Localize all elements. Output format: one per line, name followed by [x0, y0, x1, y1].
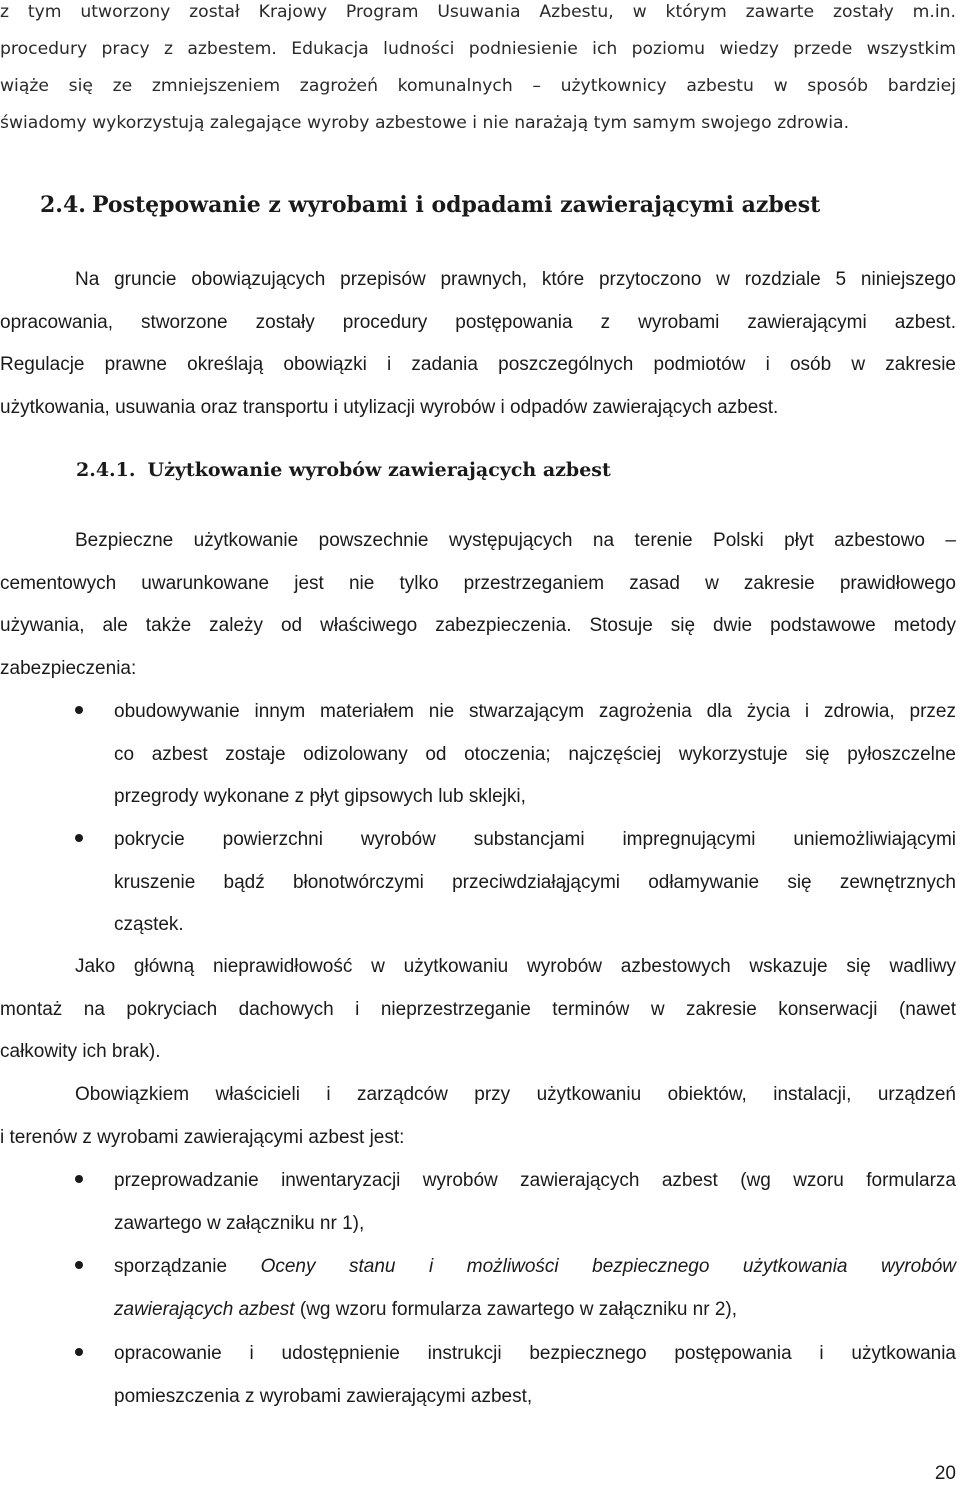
text-line: Regulacje prawne określają obowiązki i zadania poszczególnych podmiotów i osób w zakresie [0, 354, 956, 376]
text-line: Na gruncie obowiązujących przepisów prawnych, które przytoczono w rozdziale 5 niniejszego [75, 269, 956, 290]
section-heading [40, 192, 820, 218]
text-line: używania, ale także zależy od właściwego zabezpieczenia. Stosuje się dwie podstawowe metody [0, 615, 956, 637]
section-number: 2.4. [40, 192, 86, 218]
text-line: montaż na pokryciach dachowych i nieprzestrzeganie terminów w zakresie konserwacji (nawet [0, 998, 956, 1020]
text-line: opracowanie i udostępnienie instrukcji bezpiecznego postępowania i użytkowania [114, 1343, 956, 1364]
text-line: sporządzanie Oceny stanu i możliwości bezpiecznego użytkowania wyrobów [114, 1256, 956, 1277]
paragraph [0, 520, 956, 690]
text-line: i terenów z wyrobami zawierającymi azbest jest: [0, 1126, 405, 1148]
text-line: użytkowania, usuwania oraz transportu i utylizacji wyrobów i odpadów zawierających azbest. [0, 396, 779, 418]
page-number: 20 [934, 1463, 956, 1484]
subsection-heading [76, 459, 611, 481]
text-line: Bezpieczne użytkowanie powszechnie występujących na terenie Polski płyt azbestowo – [75, 530, 956, 551]
text-line: cementowych uwarunkowane jest nie tylko przestrzeganiem zasad w zakresie prawidłowego [0, 572, 956, 594]
paragraph [0, 259, 956, 429]
bullet-icon [75, 1348, 83, 1356]
bullet-icon [75, 1261, 83, 1269]
intro-paragraph [0, 0, 956, 142]
subsection-title: Użytkowanie wyrobów zawierających azbest [147, 459, 611, 481]
text-line: całkowity ich brak). [0, 1041, 161, 1063]
text-line: świadomy wykorzystują zalegające wyroby azbestowe i nie narażają tym samym swojego zdrowia. [0, 113, 850, 133]
bullet-icon [75, 706, 83, 714]
text-line: wiąże się ze zmniejszeniem zagrożeń komunalnych – użytkownicy azbestu w sposób bardziej [0, 76, 956, 96]
text-line: zawartego w załączniku nr 1), [114, 1212, 365, 1234]
text-line: opracowania, stworzone zostały procedury postępowania z wyrobami zawierającymi azbest. [0, 311, 956, 333]
paragraph [0, 946, 956, 1074]
text-line: procedury pracy z azbestem. Edukacja ludności podniesienie ich poziomu wiedzy przede wszystkim [0, 39, 956, 59]
text-line: obudowywanie innym materiałem nie stwarzającym zagrożenia dla życia i zdrowia, przez [114, 701, 956, 722]
text-line: kruszenie bądź błonotwórczymi przeciwdziałąjącymi odłamywanie się zewnętrznych [114, 871, 956, 893]
text-line: co azbest zostaje odizolowany od otoczenia; najczęściej wykorzystuje się pyłoszczelne [114, 743, 956, 765]
bullet-icon [75, 834, 83, 842]
text-line: Obowiązkiem właścicieli i zarządców przy użytkowaniu obiektów, instalacji, urządzeń [75, 1084, 956, 1105]
text-line: zawierających azbest (wg wzoru formularza zawartego w załączniku nr 2), [114, 1298, 738, 1320]
text-line: zabezpieczenia: [0, 657, 137, 679]
subsection-number: 2.4.1. [76, 459, 136, 481]
bullet-icon [75, 1175, 83, 1183]
text-line: przeprowadzanie inwentaryzacji wyrobów zawierających azbest (wg wzoru formularza [114, 1170, 956, 1191]
text-line: pomieszczenia z wyrobami zawierającymi azbest, [114, 1385, 533, 1407]
text-line: pokrycie powierzchni wyrobów substancjami impregnującymi uniemożliwiającymi [114, 829, 956, 850]
text-line: z tym utworzony został Krajowy Program Usuwania Azbestu, w którym zawarte zostały m.in. [0, 2, 956, 22]
text-line: Jako główną nieprawidłowość w użytkowaniu wyrobów azbestowych wskazuje się wadliwy [75, 956, 956, 977]
text-line: przegrody wykonane z płyt gipsowych lub sklejki, [114, 786, 526, 808]
section-title: Postępowanie z wyrobami i odpadami zawierającymi azbest [91, 192, 821, 218]
text-line: cząstek. [114, 914, 184, 936]
paragraph [0, 1074, 956, 1159]
